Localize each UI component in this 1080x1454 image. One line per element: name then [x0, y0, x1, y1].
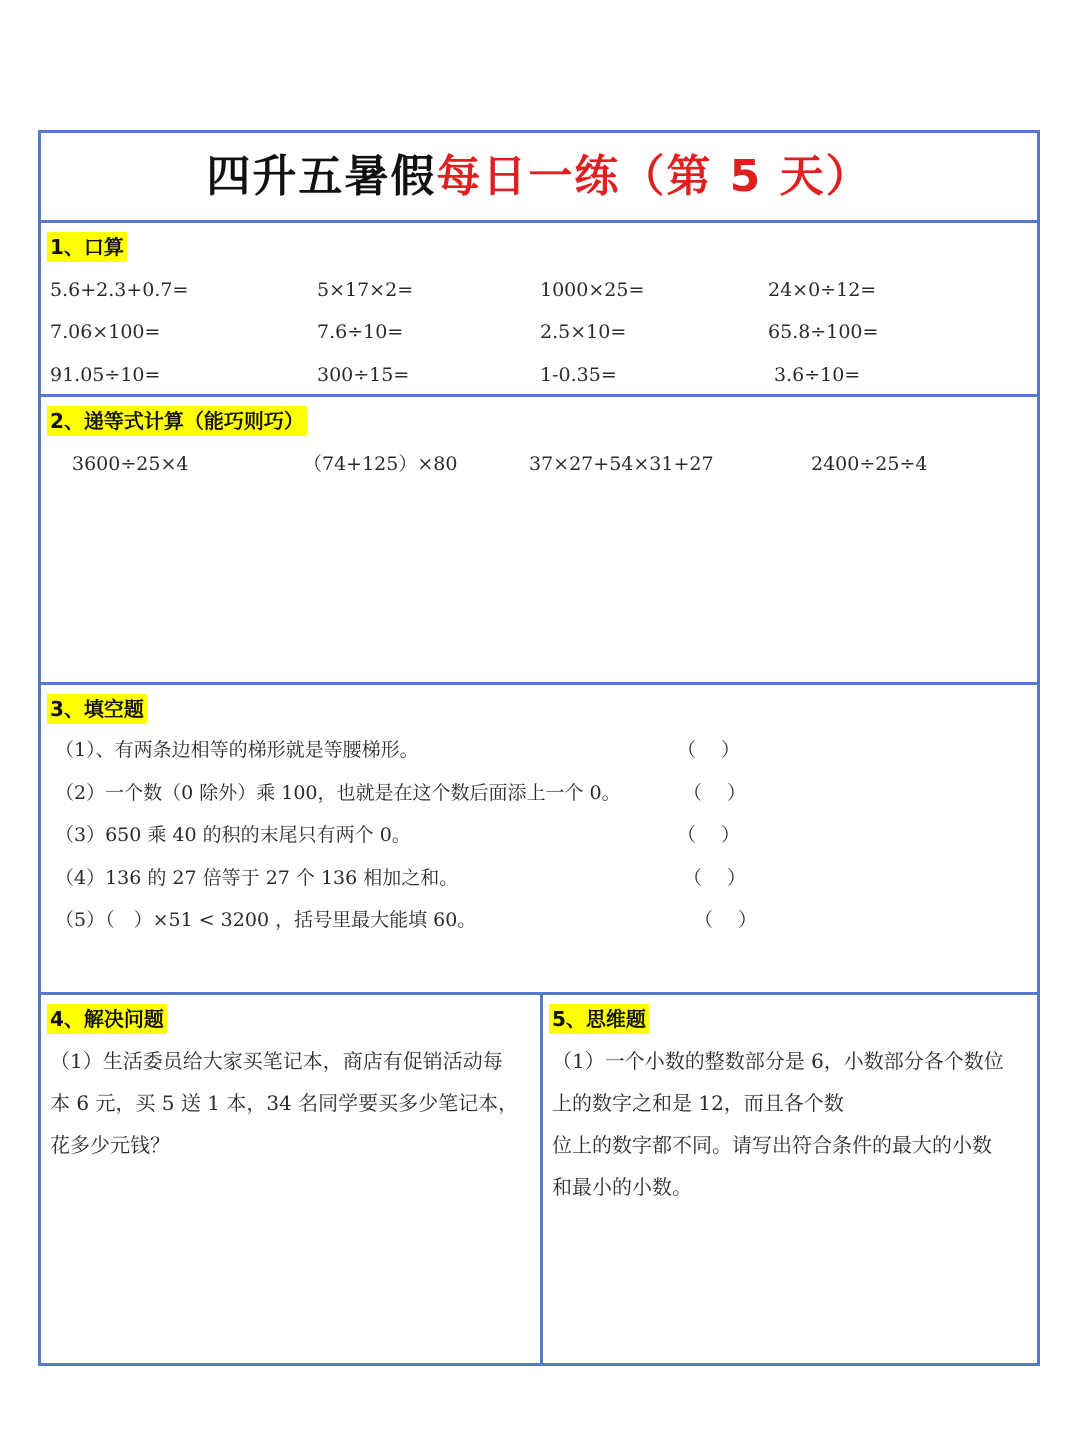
question-text: （3）650 乘 40 的积的末尾只有两个 0。 — [55, 824, 411, 846]
question-text: （1）、有两条边相等的梯形就是等腰梯形。 — [55, 739, 419, 761]
page-title — [41, 147, 1037, 207]
calc-item: （74+125）×80 — [303, 453, 458, 475]
math-item: 2.5×10= — [540, 321, 627, 343]
section3-heading: 3、填空题 — [47, 694, 147, 724]
worksheet — [38, 130, 1040, 1366]
divider — [41, 394, 1037, 397]
section5-heading: 5、思维题 — [549, 1004, 649, 1034]
divider — [540, 995, 543, 1363]
divider — [41, 992, 1037, 995]
question-text: （4）136 的 27 倍等于 27 个 136 相加之和。 — [55, 867, 459, 889]
problem-line: 位上的数字都不同。请写出符合条件的最大的小数 — [552, 1133, 992, 1157]
answer-blank: （ ） — [677, 739, 741, 761]
answer-blank: （ ） — [677, 824, 741, 846]
divider — [41, 220, 1037, 223]
math-item: 24×0÷12= — [768, 279, 877, 301]
math-item: 65.8÷100= — [768, 321, 879, 343]
divider — [41, 682, 1037, 685]
calc-item: 2400÷25÷4 — [811, 453, 928, 475]
section4-heading: 4、解决问题 — [47, 1004, 167, 1034]
problem-line: 和最小的小数。 — [552, 1175, 692, 1199]
math-item: 3.6÷10= — [774, 364, 861, 386]
problem-line: 花多少元钱？ — [50, 1133, 170, 1157]
calc-item: 3600÷25×4 — [72, 453, 189, 475]
math-item: 7.6÷10= — [317, 321, 404, 343]
thinking-problem-text — [552, 1040, 1004, 1208]
calc-item: 37×27+54×31+27 — [529, 453, 714, 475]
title-prefix: 四升五暑假 — [206, 151, 437, 202]
math-item: 5×17×2= — [317, 279, 414, 301]
question-text: （2）一个数（0 除外）乘 100，也就是在这个数后面添上一个 0。 — [55, 782, 621, 804]
math-item: 300÷15= — [317, 364, 410, 386]
answer-blank: （ ） — [683, 867, 747, 889]
math-item: 91.05÷10= — [50, 364, 161, 386]
math-item: 7.06×100= — [50, 321, 161, 343]
problem-line: （1）一个小数的整数部分是 6，小数部分各个数位 — [552, 1049, 1004, 1073]
section1-heading: 1、口算 — [47, 232, 127, 262]
section2-heading: 2、递等式计算（能巧则巧） — [47, 406, 307, 436]
math-item: 1-0.35= — [540, 364, 617, 386]
answer-blank: （ ） — [683, 782, 747, 804]
question-text: （5）（ ）×51 < 3200 ，括号里最大能填 60。 — [55, 909, 477, 931]
problem-text — [50, 1040, 518, 1166]
problem-line: （1）生活委员给大家买笔记本，商店有促销活动每 — [50, 1049, 503, 1073]
title-day: 每日一练（第 5 天） — [436, 151, 872, 202]
problem-line: 本 6 元，买 5 送 1 本，34 名同学要买多少笔记本， — [50, 1091, 519, 1115]
math-item: 5.6+2.3+0.7= — [50, 279, 189, 301]
answer-blank: （ ） — [694, 909, 758, 931]
problem-line: 上的数字之和是 12，而且各个数 — [552, 1091, 844, 1115]
math-item: 1000×25= — [540, 279, 645, 301]
